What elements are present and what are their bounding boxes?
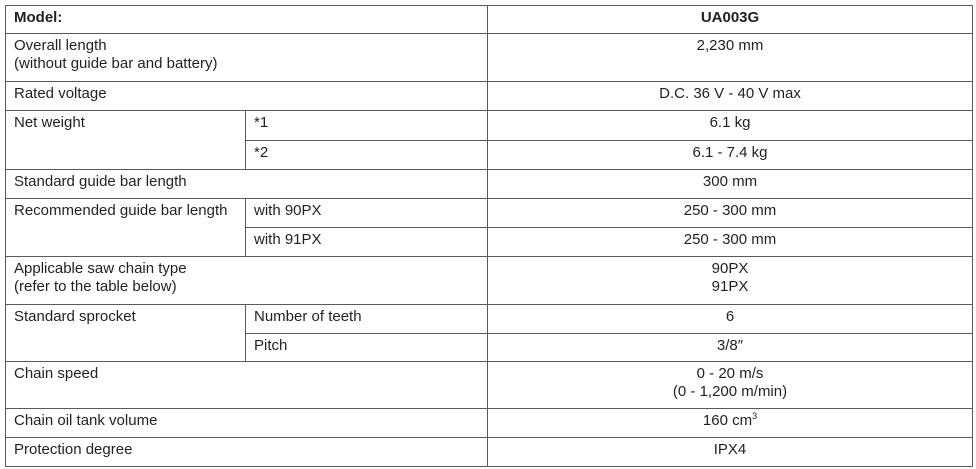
rec-guide-bar-value1: 250 - 300 mm — [488, 199, 973, 228]
sprocket-sub2: Pitch — [246, 334, 488, 362]
specifications-table — [5, 5, 973, 467]
sprocket-value2: 3/8″ — [488, 334, 973, 362]
rec-guide-bar-value2: 250 - 300 mm — [488, 228, 973, 257]
value-line: 0 - 20 m/s — [696, 365, 764, 382]
std-guide-bar-value: 300 mm — [488, 170, 973, 199]
protection-value: IPX4 — [488, 438, 973, 467]
net-weight-sub2: *2 — [246, 141, 488, 170]
value-text: 160 cm — [702, 412, 753, 429]
value-line: 90PX — [711, 260, 749, 277]
table-row — [6, 199, 973, 228]
label-line: Overall length — [14, 37, 107, 54]
chain-speed-label: Chain speed — [6, 362, 488, 409]
value-line: (0 - 1,200 m/min) — [672, 383, 788, 400]
header-row — [6, 6, 973, 34]
model-value: UA003G — [488, 6, 973, 34]
oil-tank-label: Chain oil tank volume — [6, 409, 488, 438]
value-line: 91PX — [711, 278, 749, 295]
net-weight-value2: 6.1 - 7.4 kg — [488, 141, 973, 170]
saw-chain-label — [6, 257, 488, 305]
table-row — [6, 111, 973, 141]
overall-length-value: 2,230 mm — [488, 34, 973, 82]
table-row — [6, 257, 973, 305]
sprocket-value1: 6 — [488, 305, 973, 334]
label-line: Applicable saw chain type — [14, 260, 187, 277]
rec-guide-bar-sub2: with 91PX — [246, 228, 488, 257]
overall-length-label — [6, 34, 488, 82]
label-line: (without guide bar and battery) — [14, 55, 218, 72]
model-label: Model: — [6, 6, 488, 34]
protection-label: Protection degree — [6, 438, 488, 467]
label-line: (refer to the table below) — [14, 278, 177, 295]
rated-voltage-value: D.C. 36 V - 40 V max — [488, 82, 973, 111]
oil-tank-value — [488, 409, 973, 438]
std-guide-bar-label: Standard guide bar length — [6, 170, 488, 199]
table-row — [6, 170, 973, 199]
table-row — [6, 305, 973, 334]
rec-guide-bar-label: Recommended guide bar length — [6, 199, 246, 257]
rated-voltage-label: Rated voltage — [6, 82, 488, 111]
table-row — [6, 362, 973, 409]
chain-speed-value — [488, 362, 973, 409]
table-row — [6, 82, 973, 111]
sprocket-sub1: Number of teeth — [246, 305, 488, 334]
table-row — [6, 34, 973, 82]
table-row — [6, 409, 973, 438]
superscript: 3 — [752, 411, 758, 421]
rec-guide-bar-sub1: with 90PX — [246, 199, 488, 228]
net-weight-value1: 6.1 kg — [488, 111, 973, 141]
saw-chain-value — [488, 257, 973, 305]
net-weight-sub1: *1 — [246, 111, 488, 141]
sprocket-label: Standard sprocket — [6, 305, 246, 362]
table-row — [6, 438, 973, 467]
net-weight-label: Net weight — [6, 111, 246, 170]
